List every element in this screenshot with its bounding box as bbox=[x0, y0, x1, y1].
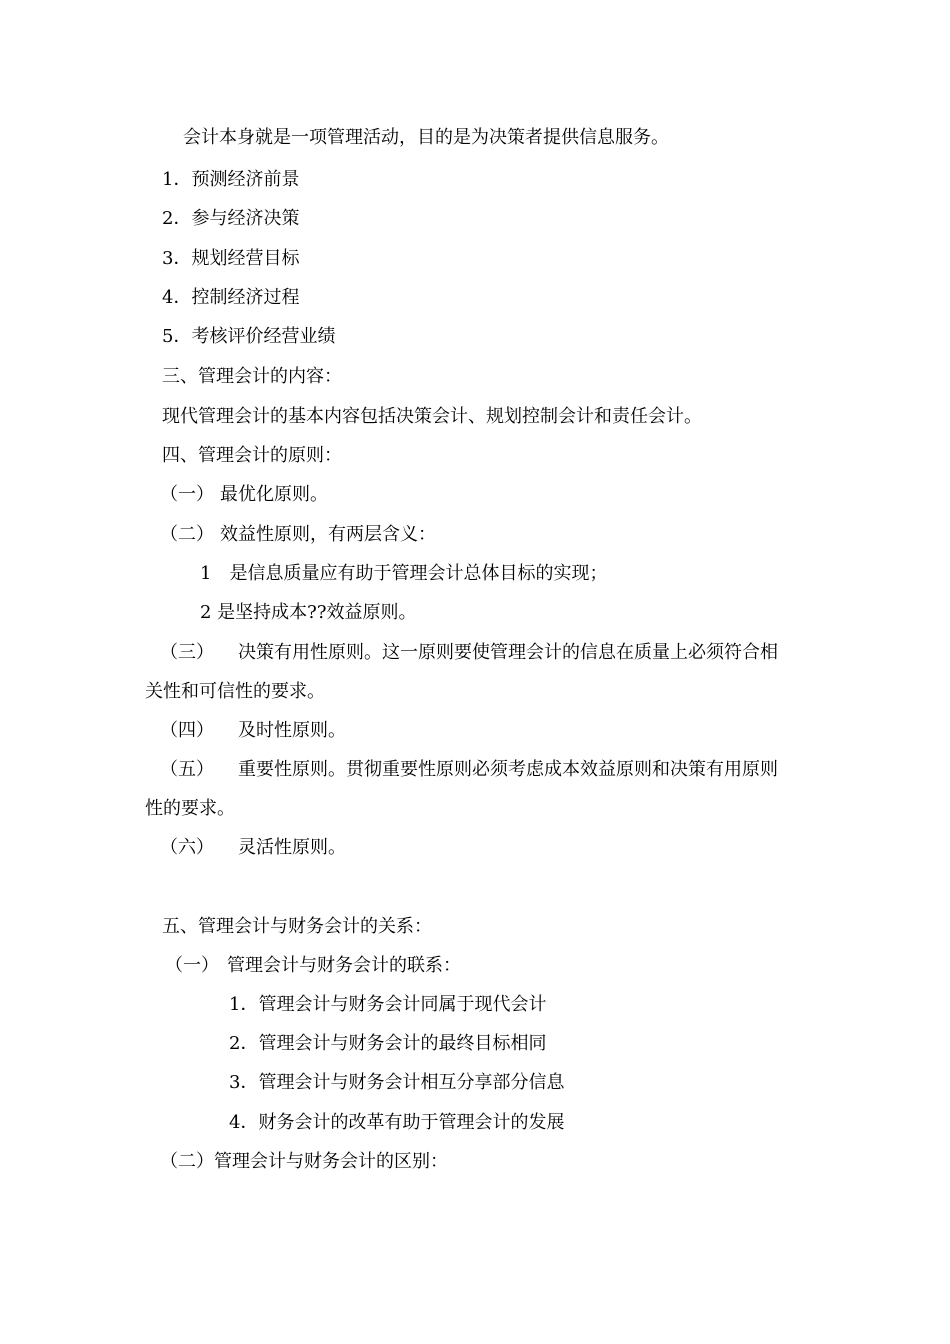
principle-text: 灵活性原则。 bbox=[238, 837, 346, 858]
principle-number: （六） bbox=[160, 837, 214, 858]
principle-item bbox=[160, 483, 328, 507]
principle-text-continued: 性的要求。 bbox=[145, 798, 235, 819]
principle-number: （二） bbox=[160, 524, 214, 545]
principle-number: （三） bbox=[160, 642, 214, 663]
principle-text: 重要性原则。贯彻重要性原则必须考虑成本效益原则和决策有用原则 bbox=[238, 759, 778, 780]
section-heading-content: 三、管理会计的内容： bbox=[162, 366, 342, 387]
link-item: 3．管理会计与财务会计相互分享部分信息 bbox=[229, 1072, 565, 1093]
principle-item bbox=[160, 719, 346, 743]
principle-number: （一） bbox=[160, 484, 214, 505]
intro-paragraph: 会计本身就是一项管理活动，目的是为决策者提供信息服务。 bbox=[183, 127, 669, 148]
principle-item bbox=[160, 641, 778, 665]
principle-text: 最优化原则。 bbox=[220, 484, 328, 505]
principle-item bbox=[160, 836, 346, 860]
principle-text-continued: 关性和可信性的要求。 bbox=[145, 681, 325, 702]
function-item: 2．参与经济决策 bbox=[162, 208, 300, 229]
principle-subitem bbox=[200, 562, 607, 586]
section-heading-relationship: 五、管理会计与财务会计的关系： bbox=[162, 916, 432, 937]
relationship-subheading bbox=[165, 954, 461, 978]
principle-text: 决策有用性原则。这一原则要使管理会计的信息在质量上必须符合相 bbox=[238, 642, 778, 663]
principle-item bbox=[160, 758, 778, 782]
link-item: 2．管理会计与财务会计的最终目标相同 bbox=[229, 1033, 547, 1054]
section-heading-principles: 四、管理会计的原则： bbox=[162, 445, 342, 466]
function-item: 5．考核评价经营业绩 bbox=[162, 326, 336, 347]
subitem-number: 1 bbox=[200, 563, 212, 584]
link-item: 1．管理会计与财务会计同属于现代会计 bbox=[229, 994, 547, 1015]
function-item: 3．规划经营目标 bbox=[162, 248, 300, 269]
principle-number: （五） bbox=[160, 759, 214, 780]
principle-number: （四） bbox=[160, 720, 214, 741]
subheading-number: （一） bbox=[165, 955, 219, 976]
subitem-text: 是信息质量应有助于管理会计总体目标的实现； bbox=[229, 563, 608, 584]
principle-text: 及时性原则。 bbox=[238, 720, 346, 741]
function-item: 4．控制经济过程 bbox=[162, 287, 300, 308]
function-item: 1．预测经济前景 bbox=[162, 169, 300, 190]
principle-item bbox=[160, 523, 436, 547]
principle-text: 效益性原则，有两层含义： bbox=[220, 524, 436, 545]
principle-subitem: 2 是坚持成本??效益原则。 bbox=[200, 602, 417, 623]
link-item: 4．财务会计的改革有助于管理会计的发展 bbox=[229, 1112, 565, 1133]
subheading-text: 管理会计与财务会计的联系： bbox=[227, 955, 461, 976]
relationship-subheading: （二）管理会计与财务会计的区别： bbox=[160, 1151, 448, 1172]
content-paragraph: 现代管理会计的基本内容包括决策会计、规划控制会计和责任会计。 bbox=[162, 406, 702, 427]
